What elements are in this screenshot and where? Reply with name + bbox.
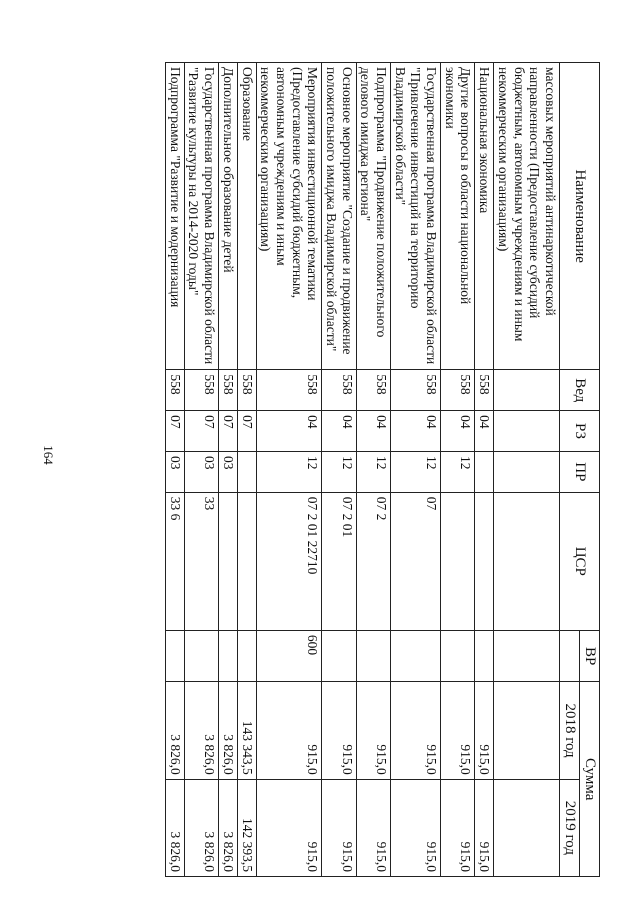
- cell-rz: 04: [356, 411, 390, 452]
- table-row: [184, 63, 218, 877]
- cell-pr: 12: [441, 451, 475, 492]
- table-row: [237, 63, 256, 877]
- header-rz: РЗ: [560, 411, 600, 452]
- cell-2019: 915,0: [256, 779, 322, 876]
- budget-table: [165, 62, 600, 877]
- cell-2019: 3 826,0: [218, 779, 237, 876]
- cell-ved: 558: [475, 370, 494, 411]
- cell-csr: 33: [184, 492, 218, 630]
- cell-name: Государственная программа Владимирской области "Привлечение инвестиций на территорию Владимирской области": [391, 63, 441, 370]
- header-sum: Сумма: [580, 682, 600, 877]
- header-name: Наименование: [560, 63, 600, 370]
- cell-2019: [494, 779, 560, 876]
- header-csr: ЦСР: [560, 492, 600, 630]
- cell-2019: 142 393,5: [237, 779, 256, 876]
- cell-rz: 07: [165, 411, 184, 452]
- cell-csr: [237, 492, 256, 630]
- cell-name: Государственная программа Владимирской области "Развитие культуры на 2014-2020 годы": [184, 63, 218, 370]
- cell-2019: 3 826,0: [184, 779, 218, 876]
- cell-rz: 07: [218, 411, 237, 452]
- table-row: [165, 63, 184, 877]
- cell-rz: 07: [237, 411, 256, 452]
- cell-rz: [494, 411, 560, 452]
- cell-rz: 04: [256, 411, 322, 452]
- cell-2018: 915,0: [441, 682, 475, 779]
- cell-2018: 915,0: [391, 682, 441, 779]
- cell-2019: 915,0: [475, 779, 494, 876]
- cell-vr: [475, 630, 494, 682]
- cell-pr: 03: [184, 451, 218, 492]
- cell-rz: 04: [441, 411, 475, 452]
- cell-2019: 3 826,0: [165, 779, 184, 876]
- cell-rz: 04: [322, 411, 356, 452]
- header-ved: Вед: [560, 370, 600, 411]
- cell-2018: [494, 682, 560, 779]
- cell-pr: 03: [218, 451, 237, 492]
- cell-2018: 143 343,5: [237, 682, 256, 779]
- cell-ved: 558: [322, 370, 356, 411]
- cell-csr: 07: [391, 492, 441, 630]
- cell-2019: 915,0: [391, 779, 441, 876]
- rotated-page: [65, 62, 600, 877]
- cell-ved: 558: [441, 370, 475, 411]
- cell-csr: 07 2 01: [322, 492, 356, 630]
- header-vr-spacer: [560, 630, 580, 682]
- cell-rz: 04: [475, 411, 494, 452]
- cell-2019: 915,0: [441, 779, 475, 876]
- cell-ved: 558: [184, 370, 218, 411]
- cell-2018: 3 826,0: [218, 682, 237, 779]
- cell-ved: 558: [356, 370, 390, 411]
- cell-vr: [184, 630, 218, 682]
- cell-vr: 600: [256, 630, 322, 682]
- cell-vr: [356, 630, 390, 682]
- cell-vr: [165, 630, 184, 682]
- cell-2018: 915,0: [356, 682, 390, 779]
- cell-csr: 07 2 01 22710: [256, 492, 322, 630]
- table-row: [322, 63, 356, 877]
- cell-2018: 915,0: [256, 682, 322, 779]
- cell-name: Образование: [237, 63, 256, 370]
- cell-vr: [494, 630, 560, 682]
- table-row: [218, 63, 237, 877]
- cell-pr: [494, 451, 560, 492]
- cell-ved: 558: [237, 370, 256, 411]
- table-row: [356, 63, 390, 877]
- cell-name: массовых мероприятий антинаркотической направленности (Предоставление субсидий бюджетным, автономным учреждениям и иным некоммерческим организациям): [494, 63, 560, 370]
- table-row: [256, 63, 322, 877]
- cell-pr: 12: [256, 451, 322, 492]
- cell-name: Другие вопросы в области национальной экономики: [441, 63, 475, 370]
- table-row: [494, 63, 560, 877]
- header-vr: ВР: [580, 630, 600, 682]
- table-row: [475, 63, 494, 877]
- cell-name: Дополнительное образование детей: [218, 63, 237, 370]
- table-row: [441, 63, 475, 877]
- cell-csr: [475, 492, 494, 630]
- cell-name: Национальная экономика: [475, 63, 494, 370]
- cell-2018: 3 826,0: [184, 682, 218, 779]
- cell-2019: 915,0: [356, 779, 390, 876]
- cell-pr: 12: [322, 451, 356, 492]
- cell-vr: [218, 630, 237, 682]
- cell-pr: 12: [356, 451, 390, 492]
- cell-vr: [322, 630, 356, 682]
- cell-2019: 915,0: [322, 779, 356, 876]
- page-number: 164: [41, 445, 56, 465]
- cell-2018: 915,0: [322, 682, 356, 779]
- cell-2018: 3 826,0: [165, 682, 184, 779]
- header-pr: ПР: [560, 451, 600, 492]
- header-2019: 2019 год: [560, 779, 580, 876]
- cell-vr: [391, 630, 441, 682]
- cell-pr: 03: [165, 451, 184, 492]
- cell-pr: [237, 451, 256, 492]
- cell-name: Мероприятия инвестиционной тематики (Предоставление субсидий бюджетным, автономным учреждениям и иным некоммерческим организациям): [256, 63, 322, 370]
- cell-vr: [237, 630, 256, 682]
- cell-name: Подпрограмма "Развитие и модернизация: [165, 63, 184, 370]
- cell-name: Подпрограмма "Продвижение положительного делового имиджа региона": [356, 63, 390, 370]
- cell-2018: 915,0: [475, 682, 494, 779]
- cell-rz: 07: [184, 411, 218, 452]
- cell-rz: 04: [391, 411, 441, 452]
- cell-csr: 07 2: [356, 492, 390, 630]
- cell-vr: [441, 630, 475, 682]
- cell-ved: 558: [165, 370, 184, 411]
- cell-ved: [494, 370, 560, 411]
- cell-csr: [494, 492, 560, 630]
- cell-csr: [441, 492, 475, 630]
- cell-ved: 558: [218, 370, 237, 411]
- cell-csr: 33 6: [165, 492, 184, 630]
- cell-ved: 558: [256, 370, 322, 411]
- cell-csr: [218, 492, 237, 630]
- cell-ved: 558: [391, 370, 441, 411]
- table-row: [391, 63, 441, 877]
- header-2018: 2018 год: [560, 682, 580, 779]
- cell-pr: 12: [391, 451, 441, 492]
- cell-pr: [475, 451, 494, 492]
- cell-name: Основное мероприятие "Создание и продвижение положительного имиджа Владимирской области": [322, 63, 356, 370]
